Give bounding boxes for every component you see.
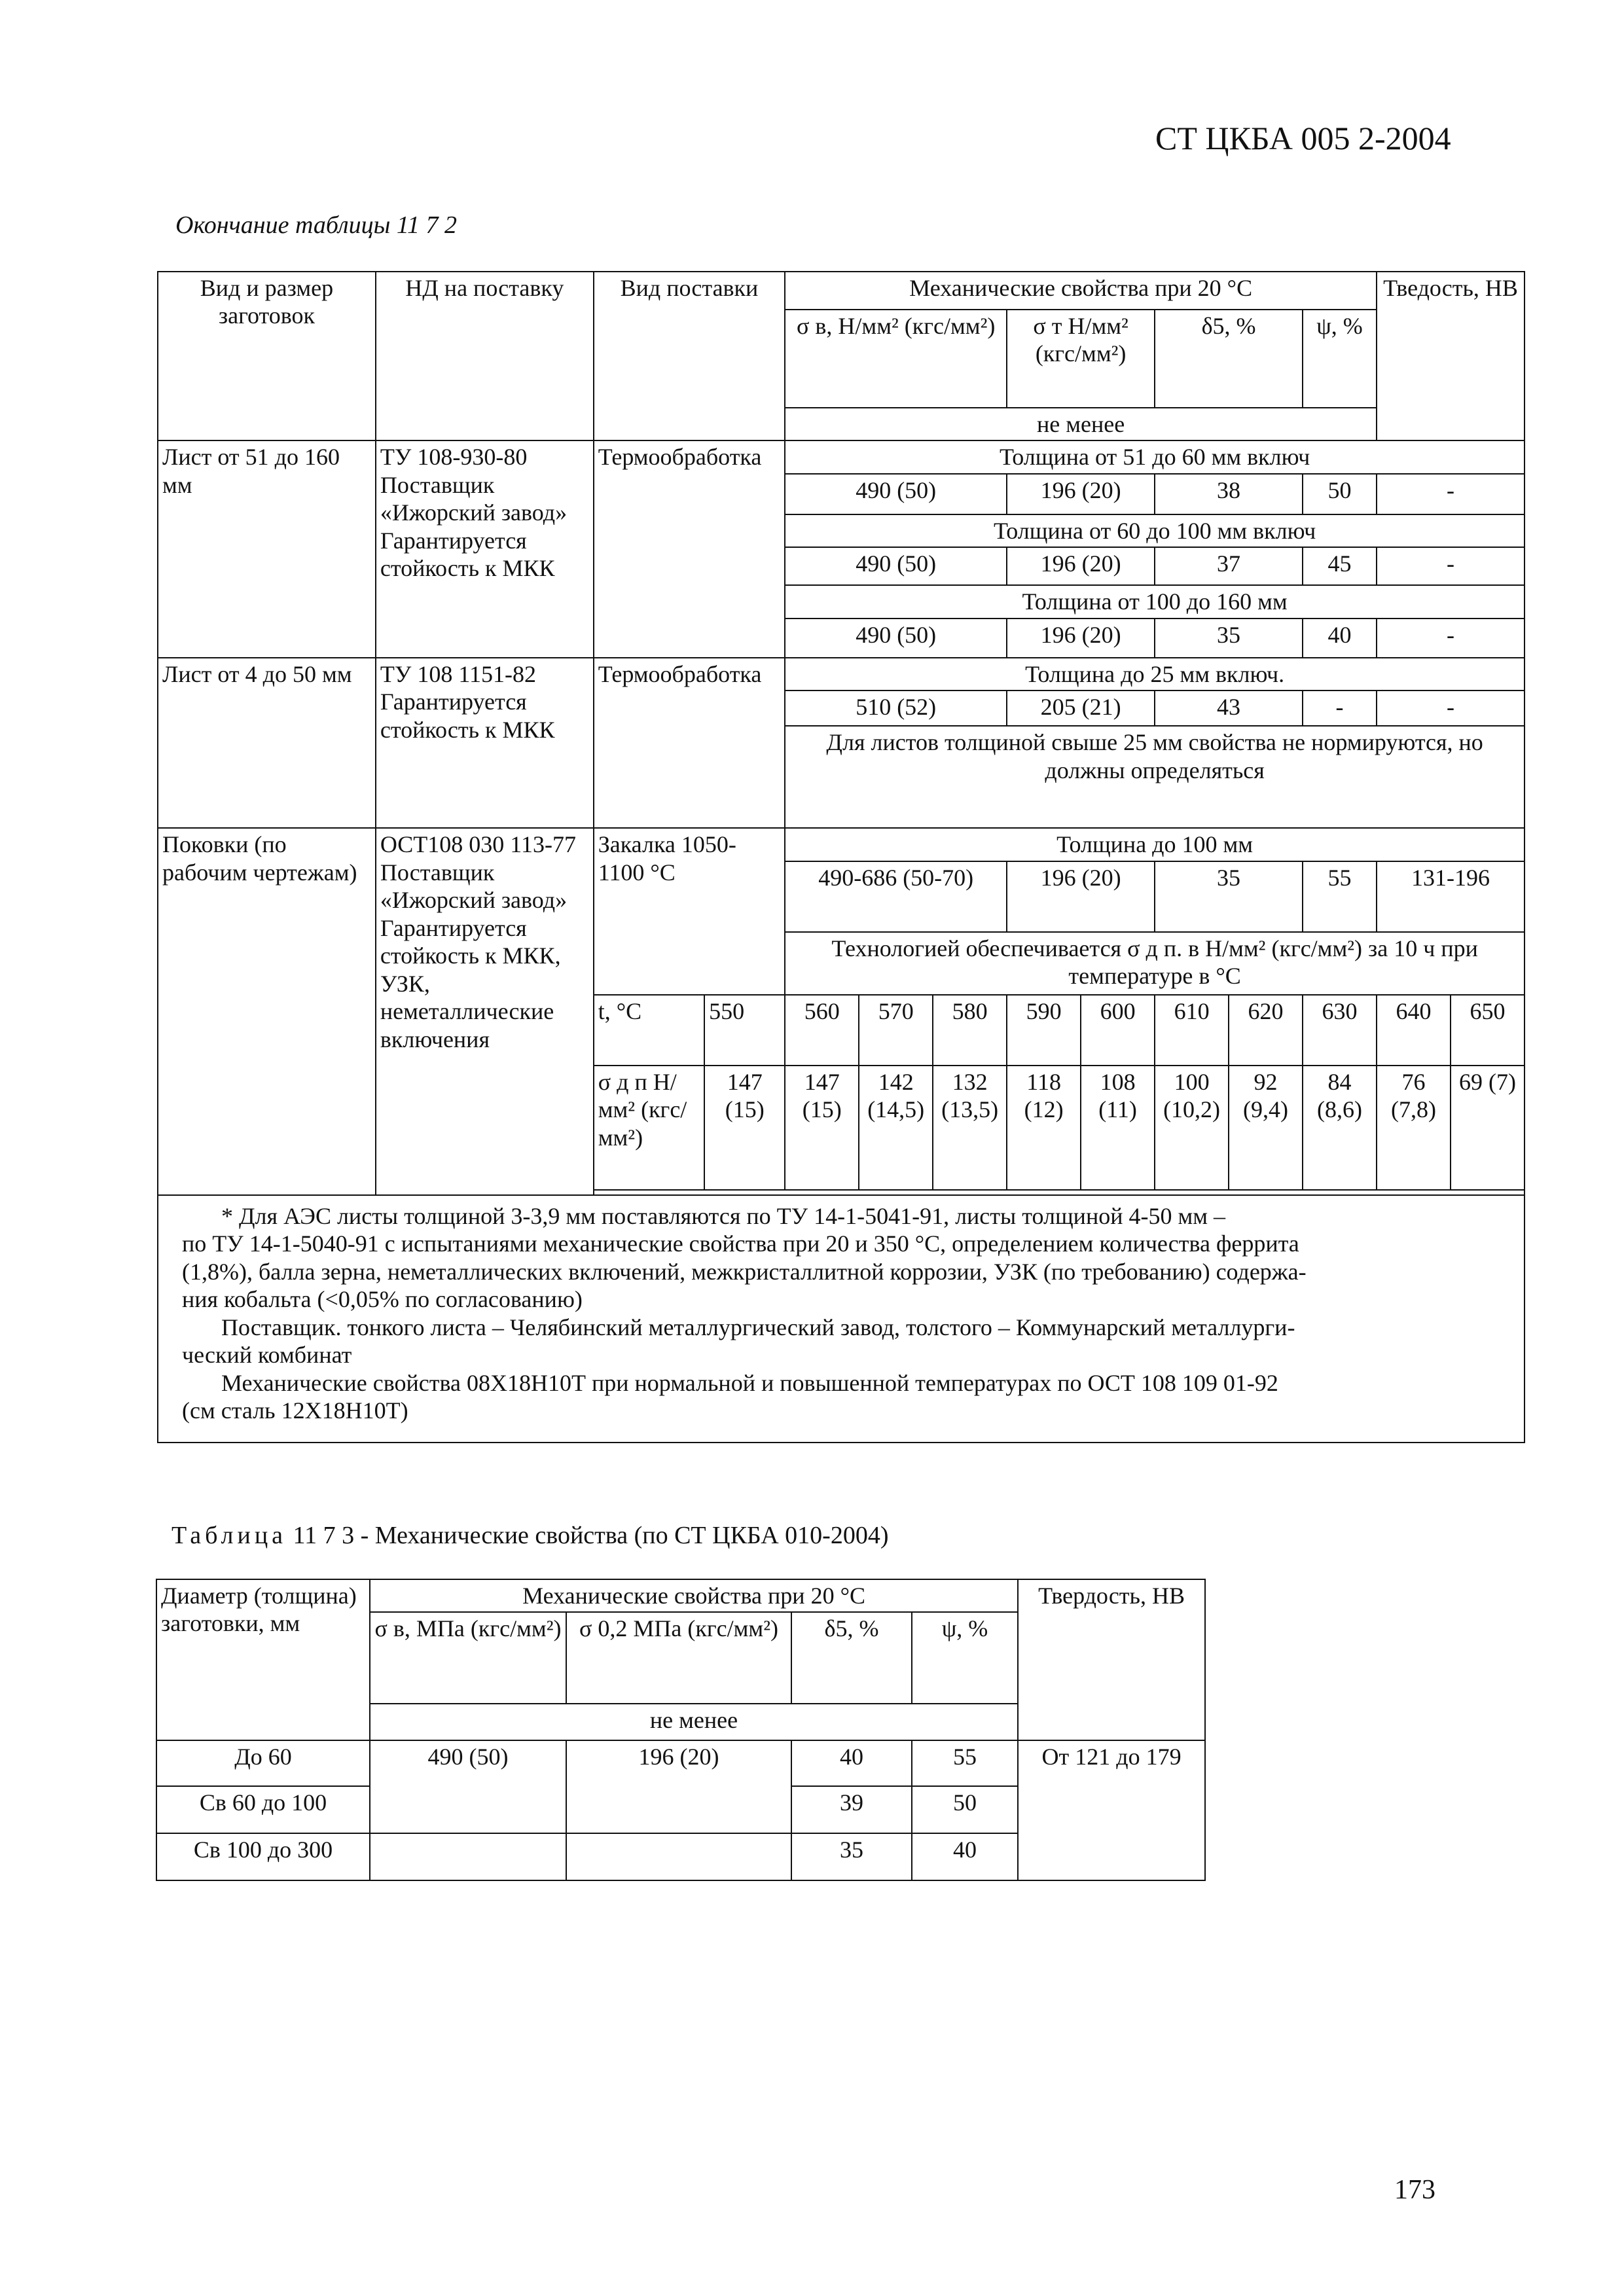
g3-sdp-600: 108 (11): [1081, 1066, 1155, 1190]
t2-header-psi: ψ, %: [912, 1612, 1018, 1704]
note-line: Механические свойства 08Х18Н10Т при нормальной и повышенной температурах по ОСТ 108 109 01-92: [221, 1369, 1278, 1396]
g3-temp-640: 640: [1377, 995, 1451, 1066]
g3-tech-note: Технологией обеспечивается σ д п. в Н/мм² (кгс/мм²) за 10 ч при температуре в °С: [785, 932, 1525, 995]
page-number: 173: [1394, 2175, 1435, 2205]
header-hardness: Тведость, НВ: [1377, 272, 1525, 440]
table2-title-rest: 11 7 3 - Механические свойства (по СТ ЦКБА 010-2004): [293, 1522, 889, 1549]
t2-row-diam: Св 100 до 300: [156, 1833, 370, 1880]
g3-sdp-label: σ д п Н/мм² (кгс/мм²): [594, 1066, 704, 1190]
g1-sub1-psi: 50: [1303, 474, 1377, 514]
header-not-less: не менее: [785, 408, 1377, 440]
g3-delivery: Закалка 1050-1100 °С: [594, 828, 785, 994]
t2-header-sigma-b: σ в, МПа (кгс/мм²): [370, 1612, 566, 1704]
g1-sub1-sigma-t: 196 (20): [1007, 474, 1155, 514]
t2-header-mech: Механические свойства при 20 °С: [370, 1579, 1018, 1612]
header-nd: НД на поставку: [376, 272, 594, 440]
t2-hardness-value: От 121 до 179: [1018, 1740, 1205, 1880]
g2-sub1-delta5: 43: [1155, 691, 1303, 726]
note-line: ния кобальта (<0,05% по согласованию): [182, 1286, 583, 1313]
g1-sub1-sigma-b: 490 (50): [785, 474, 1007, 514]
t2-sigma-02-value: 196 (20): [566, 1740, 791, 1833]
g3-t-label: t, °С: [594, 995, 704, 1066]
t2-header-delta5: δ5, %: [791, 1612, 912, 1704]
g3-sub1-hardness: 131-196: [1377, 861, 1525, 932]
g3-temp-570: 570: [859, 995, 933, 1066]
table2-title: [171, 1521, 889, 1550]
table-notes: [158, 1195, 1525, 1443]
g3-sub1-delta5: 35: [1155, 861, 1303, 932]
note-line: (1,8%), балла зерна, неметаллических включений, межкристаллитной коррозии, УЗК (по требованию) содержа-: [182, 1258, 1307, 1285]
g1-sub3-psi: 40: [1303, 619, 1377, 658]
g3-sdp-550: 147 (15): [704, 1066, 785, 1190]
g3-temp-630: 630: [1303, 995, 1377, 1066]
g3-kind: Поковки (по рабочим чертежам): [158, 828, 376, 1194]
g3-sdp-650: 69 (7): [1451, 1066, 1525, 1190]
g2-sub1-sigma-t: 205 (21): [1007, 691, 1155, 726]
g2-sub1-title: Толщина до 25 мм включ.: [785, 658, 1525, 691]
t2-header-not-less: не менее: [370, 1704, 1018, 1740]
g2-sub1-psi: -: [1303, 691, 1377, 726]
t2-row-delta5: 39: [791, 1786, 912, 1833]
g1-sub3-hardness: -: [1377, 619, 1525, 658]
mechanical-properties-table: [157, 271, 1525, 1443]
t2-empty-cell: [566, 1833, 791, 1880]
g3-sub1-sigma-t: 196 (20): [1007, 861, 1155, 932]
g3-sub1-psi: 55: [1303, 861, 1377, 932]
g1-sub2-sigma-t: 196 (20): [1007, 547, 1155, 585]
g1-sub1-title: Толщина от 51 до 60 мм включ: [785, 440, 1525, 473]
table-caption: Окончание таблицы 11 7 2: [175, 211, 458, 239]
g3-temp-560: 560: [785, 995, 859, 1066]
note-line: Поставщик. тонкого листа – Челябинский металлургический завод, толстого – Коммунарский металлурги-: [221, 1314, 1295, 1340]
g1-sub1-hardness: -: [1377, 474, 1525, 514]
g3-temp-620: 620: [1229, 995, 1303, 1066]
header-kind: Вид и размер заготовок: [158, 272, 376, 440]
g1-sub2-hardness: -: [1377, 547, 1525, 585]
g3-sdp-560: 147 (15): [785, 1066, 859, 1190]
t2-sigma-b-value: 490 (50): [370, 1740, 566, 1833]
t2-row-diam: До 60: [156, 1740, 370, 1786]
g1-sub2-title: Толщина от 60 до 100 мм включ: [785, 514, 1525, 547]
g3-temp-650: 650: [1451, 995, 1525, 1066]
note-line: * Для АЭС листы толщиной 3-3,9 мм поставляются по ТУ 14-1-5041-91, листы толщиной 4-50 мм –: [221, 1202, 1226, 1229]
g3-sdp-630: 84 (8,6): [1303, 1066, 1377, 1190]
header-psi: ψ, %: [1303, 310, 1377, 408]
g3-temp-590: 590: [1007, 995, 1081, 1066]
g1-sub3-sigma-b: 490 (50): [785, 619, 1007, 658]
g2-sub1-sigma-b: 510 (52): [785, 691, 1007, 726]
g3-sdp-610: 100 (10,2): [1155, 1066, 1229, 1190]
header-mech: Механические свойства при 20 °С: [785, 272, 1377, 310]
t2-header-diam: Диаметр (толщина) заготовки, мм: [156, 1579, 370, 1740]
header-sigma-b: σ в, Н/мм² (кгс/мм²): [785, 310, 1007, 408]
header-sigma-t: σ т Н/мм² (кгс/мм²): [1007, 310, 1155, 408]
g2-note: Для листов толщиной свыше 25 мм свойства не нормируются, но должны определяться: [785, 726, 1525, 828]
t2-row-diam: Св 60 до 100: [156, 1786, 370, 1833]
g3-temp-580: 580: [933, 995, 1007, 1066]
g3-sub1-title: Толщина до 100 мм: [785, 828, 1525, 861]
g3-nd: ОСТ108 030 113-77 Поставщик «Ижорский завод» Гарантируется стойкость к МКК, УЗК, неметаллические включения: [376, 828, 594, 1194]
g3-sdp-570: 142 (14,5): [859, 1066, 933, 1190]
g1-sub2-psi: 45: [1303, 547, 1377, 585]
g3-sdp-580: 132 (13,5): [933, 1066, 1007, 1190]
t2-row-psi: 40: [912, 1833, 1018, 1880]
mechanical-properties-table-2: [156, 1579, 1206, 1881]
note-line: по ТУ 14-1-5040-91 с испытаниями механические свойства при 20 и 350 °С, определением количества феррита: [182, 1230, 1299, 1257]
g3-sdp-620: 92 (9,4): [1229, 1066, 1303, 1190]
g1-nd: ТУ 108-930-80 Поставщик «Ижорский завод» Гарантируется стойкость к МКК: [376, 440, 594, 657]
header-delta5: δ5, %: [1155, 310, 1303, 408]
g2-kind: Лист от 4 до 50 мм: [158, 658, 376, 828]
note-line: (см сталь 12Х18Н10Т): [182, 1397, 408, 1424]
t2-header-hardness: Твердость, НВ: [1018, 1579, 1205, 1740]
document-code: СТ ЦКБА 005 2-2004: [1155, 120, 1451, 156]
g1-sub3-title: Толщина от 100 до 160 мм: [785, 585, 1525, 618]
g3-temp-550: 550: [704, 995, 785, 1066]
g2-nd: ТУ 108 1151-82 Гарантируется стойкость к МКК: [376, 658, 594, 828]
t2-empty-cell: [370, 1833, 566, 1880]
g1-sub2-sigma-b: 490 (50): [785, 547, 1007, 585]
g1-kind: Лист от 51 до 160 мм: [158, 440, 376, 657]
table2-title-word: Таблица: [171, 1522, 287, 1549]
g2-sub1-hardness: -: [1377, 691, 1525, 726]
g3-temp-610: 610: [1155, 995, 1229, 1066]
g1-sub3-delta5: 35: [1155, 619, 1303, 658]
g2-delivery: Термообработка: [594, 658, 785, 828]
g1-sub1-delta5: 38: [1155, 474, 1303, 514]
t2-row-delta5: 35: [791, 1833, 912, 1880]
g3-sdp-590: 118 (12): [1007, 1066, 1081, 1190]
g1-delivery: Термообработка: [594, 440, 785, 657]
note-line: ческий комбинат: [182, 1342, 352, 1369]
header-delivery: Вид поставки: [594, 272, 785, 440]
g3-sub1-sigma-b: 490-686 (50-70): [785, 861, 1007, 932]
g3-sdp-640: 76 (7,8): [1377, 1066, 1451, 1190]
g3-temp-600: 600: [1081, 995, 1155, 1066]
t2-row-delta5: 40: [791, 1740, 912, 1786]
g1-sub3-sigma-t: 196 (20): [1007, 619, 1155, 658]
t2-row-psi: 50: [912, 1786, 1018, 1833]
t2-row-psi: 55: [912, 1740, 1018, 1786]
t2-header-sigma-02: σ 0,2 МПа (кгс/мм²): [566, 1612, 791, 1704]
g1-sub2-delta5: 37: [1155, 547, 1303, 585]
